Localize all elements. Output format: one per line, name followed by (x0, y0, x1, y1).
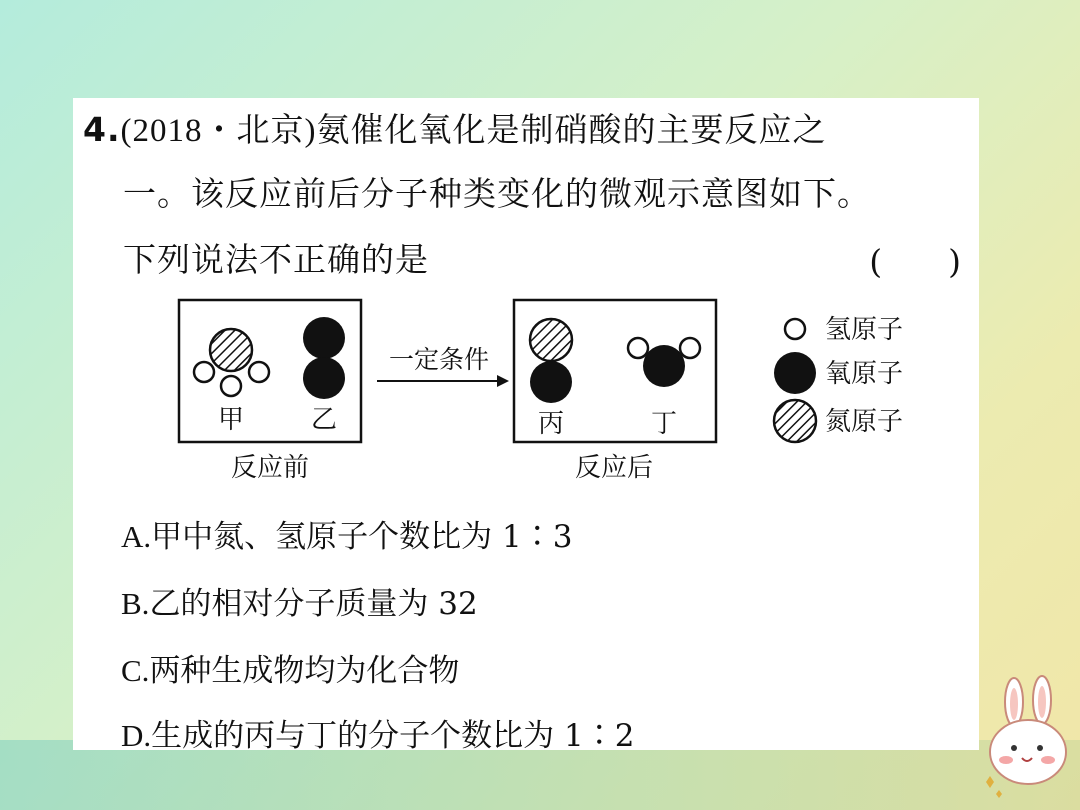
molecule-jia-label: 甲 (217, 405, 245, 435)
question-line-1 (83, 104, 826, 151)
option-d-text: 生成的丙与丁的分子个数比为 1∶2 (151, 718, 635, 754)
option-c (121, 645, 459, 690)
legend-oxygen-label: 氧原子 (825, 359, 904, 389)
molecule-yi-label: 乙 (310, 405, 338, 435)
question-text-1: 氨催化氧化是制硝酸的主要反应之 (316, 110, 827, 149)
molecule-yi-icon (303, 317, 345, 399)
question-number: 4. (83, 110, 121, 149)
molecule-bing-icon (530, 319, 572, 403)
question-text-3: 下列说法不正确的是 (123, 240, 429, 279)
option-d-letter: D. (121, 718, 152, 753)
option-b (121, 578, 478, 623)
option-a (121, 511, 572, 556)
before-label: 反应前 (230, 453, 310, 483)
after-label: 反应后 (574, 453, 654, 483)
arrow-condition-label: 一定条件 (388, 345, 490, 374)
molecule-ding-label: 丁 (650, 409, 678, 439)
molecule-ding-icon (628, 338, 700, 387)
question-card (73, 98, 979, 754)
molecule-jia-icon (194, 329, 269, 396)
answer-blank: ( ) (869, 242, 961, 281)
hydrogen-atom-icon (785, 319, 805, 339)
option-d (121, 710, 634, 755)
legend-nitrogen-label: 氮原子 (825, 407, 904, 437)
molecule-bing-label: 丙 (537, 409, 565, 439)
option-c-letter: C. (121, 653, 150, 688)
legend-hydrogen-label: 氢原子 (825, 315, 904, 345)
option-a-letter: A. (121, 519, 152, 554)
question-source: (2018・北京) (120, 113, 317, 149)
reaction-arrow-icon (377, 375, 509, 387)
nitrogen-atom-icon (774, 400, 816, 442)
option-b-letter: B. (121, 586, 150, 621)
option-b-text: 乙的相对分子质量为 32 (149, 586, 478, 622)
oxygen-atom-icon (774, 352, 816, 394)
question-text-2: 一。该反应前后分子种类变化的微观示意图如下。 (123, 174, 871, 213)
bunny-mascot-icon (978, 672, 1078, 802)
option-c-text: 两种生成物均为化合物 (149, 653, 460, 689)
option-a-text: 甲中氮、氢原子个数比为 1∶3 (151, 519, 573, 555)
